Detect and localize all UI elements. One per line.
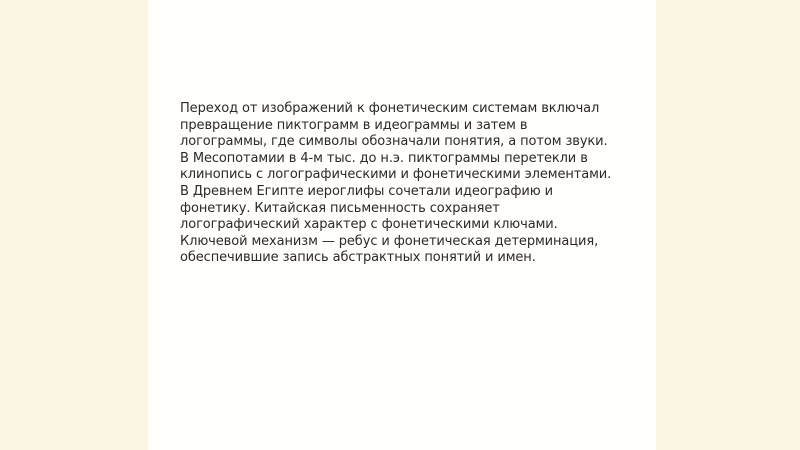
paragraph-line-4: В Месопотамии в 4-м тыс. до н.э. пиктограммы перетекли в — [180, 150, 588, 166]
paragraph-line-5: клинопись с логографическими и фонетическими элементами. — [180, 167, 612, 183]
body-paragraph — [180, 101, 640, 267]
document-page — [148, 0, 656, 450]
paragraph-line-8: логографический характер с фонетическими ключами. — [180, 217, 558, 233]
paragraph-line-2: превращение пиктограмм в идеограммы и затем в — [180, 117, 528, 133]
paragraph-line-3: логограммы, где символы обозначали понятия, а потом звуки. — [180, 134, 608, 150]
paragraph-line-6: В Древнем Египте иероглифы сочетали идеографию и — [180, 183, 553, 199]
paragraph-line-9: Ключевой механизм — ребус и фонетическая детерминация, — [180, 233, 599, 249]
paragraph-line-10: обеспечившие запись абстрактных понятий и имен. — [180, 250, 536, 266]
paragraph-line-7: фонетику. Китайская письменность сохраняет — [180, 200, 500, 216]
paragraph-line-1: Переход от изображений к фонетическим системам включал — [180, 101, 600, 116]
